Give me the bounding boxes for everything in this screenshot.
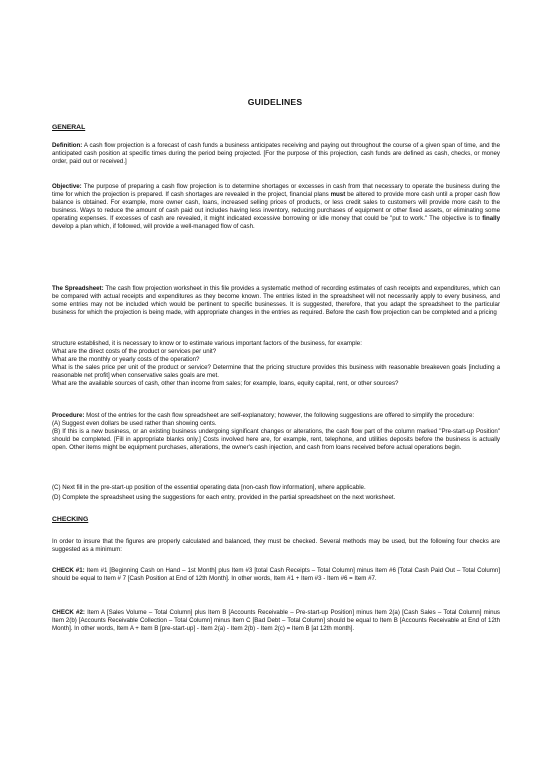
procedure-item-c: (C) Next fill in the pre-start-up position of the essential operating data [non-cash flow information], where applicable. — [52, 484, 366, 491]
procedure-item-d: (D) Complete the spreadsheet using the suggestions for each entry, provided in the partial spreadsheet on the next worksheet. — [52, 494, 396, 501]
check-1-text: Item #1 [Beginning Cash on Hand – 1st Month] plus Item #3 [total Cash Receipts – Total Column] minus Item #6 [Total Cash Paid Out – Total Column] should be equal to Item # 7 [Cash Position at End of 12th Month]. In other words, Item #1 + Item #3 - Item #6 = Item #7. — [52, 567, 500, 582]
structure-line-3: What are the monthly or yearly costs of the operation? — [52, 355, 200, 363]
check-2-label: CHECK #2: — [52, 609, 85, 616]
general-heading: GENERAL — [52, 124, 86, 131]
check-2-text: Item A [Sales Volume – Total Column] plus Item B [Accounts Receivable – Pre-start-up Position] minus Item 2(a) [Cash Sales – Total Column] minus Item 2(b) [Accounts Receivable Collection – Total Column] minus Item C [Bad Debt – Total Column] should be equal to Item B [Accounts Receivable at End of 12th Month]. In other words, Item A + Item B [pre-start-up] - Item 2(a) - Item 2(b) - Item 2(c) = Item B [at 12th month]. — [52, 609, 500, 632]
procedure-label: Procedure: — [52, 412, 85, 419]
page-title: GUIDELINES — [247, 97, 303, 107]
objective-paragraph — [52, 183, 500, 230]
checking-intro: In order to insure that the figures are properly calculated and balanced, they must be checked. Several methods may be used, but the following four checks are suggested as a minimum: — [52, 538, 500, 553]
spreadsheet-text: The cash flow projection worksheet in this file provides a systematic method of recording estimates of cash receipts and expenditures, which can be compared with actual receipts and expenditures as they become known. The entries listed in the spreadsheet will not necessarily apply to every business, and some entries may not be included which would be pertinent to specific businesses. It is suggested, therefore, that you adapt the spreadsheet to the particular business for which the projection is being made, with appropriate changes in the entries as required. Before the cash flow projection can be completed and a pricing — [52, 285, 500, 316]
structure-paragraph — [52, 340, 500, 387]
procedure-text: Most of the entries for the cash flow spreadsheet are self-explanatory; however, the following suggestions are offered to simplify the procedure: — [86, 412, 475, 419]
spreadsheet-paragraph — [52, 285, 500, 317]
structure-line-2: What are the direct costs of the product or services per unit? — [52, 347, 217, 355]
procedure-intro — [52, 412, 500, 420]
check-2-paragraph — [52, 609, 500, 633]
objective-must: must — [330, 190, 346, 198]
structure-line-1: structure established, it is necessary to know or to estimate various important factors of the business, for example: — [52, 340, 362, 347]
procedure-paragraph — [52, 412, 500, 452]
objective-label: Objective: — [52, 183, 82, 190]
objective-text-2: be altered to provide more cash until a proper cash flow balance is obtained. For example, more owner cash, loans, increased selling prices of products, or less credit sales to customers will provide more cash to the business. Ways to reduce the amount of cash paid out includes having less inventory, reducing purchases of equipment or other fixed assets, or eliminating some operating expenses. If excesses of cash are revealed, it might indicated excessive borrowing or idle money that could be "put to work." The objective is to — [52, 190, 500, 222]
check-1-paragraph — [52, 567, 500, 583]
objective-finally: finally — [482, 214, 500, 222]
definition-label: Definition: — [52, 142, 83, 149]
objective-text-3: develop a plan which, if followed, will provide a well-managed flow of cash. — [52, 222, 255, 230]
check-1-label: CHECK #1: — [52, 567, 85, 574]
procedure-item-b: (B) If this is a new business, or an existing business undergoing significant changes or alterations, the cash flow part of the column marked "Pre-start-up Position" should be completed. [Fill in appropriate blanks only.] Costs involved here are, for example, rent, telephone, and utilities deposits before the business is actually open. Other items might be equipment purchases, alterations, the owner's cash injection, and cash from loans received before actual operations begin. — [52, 427, 500, 451]
objective-text-1: The purpose of preparing a cash flow projection is to determine shortages or excesses in cash from that necessary to operate the business during the time for which the projection is prepared. If cash shortages are revealed in the project, financial plans — [52, 183, 500, 198]
structure-line-4: What is the sales price per unit of the product or service? Determine that the pricing structure provides this business with reasonable breakeven goals [including a reasonable net profit] when conservative sales goals are met. — [52, 363, 500, 379]
checking-heading: CHECKING — [52, 516, 89, 523]
definition-text: A cash flow projection is a forecast of cash funds a business anticipates receiving and paying out throughout the course of a given span of time, and the anticipated cash position at specific times during the period being projected. [For the purpose of this projection, cash funds are defined as cash, checks, or money order, paid out or received.] — [52, 142, 500, 165]
structure-line-5: What are the available sources of cash, other than income from sales; for example, loans, equity capital, rent, or other sources? — [52, 379, 399, 387]
definition-paragraph — [52, 142, 500, 166]
spreadsheet-label: The Spreadsheet: — [52, 285, 104, 292]
procedure-item-a: (A) Suggest even dollars be used rather than showing cents. — [52, 419, 217, 427]
